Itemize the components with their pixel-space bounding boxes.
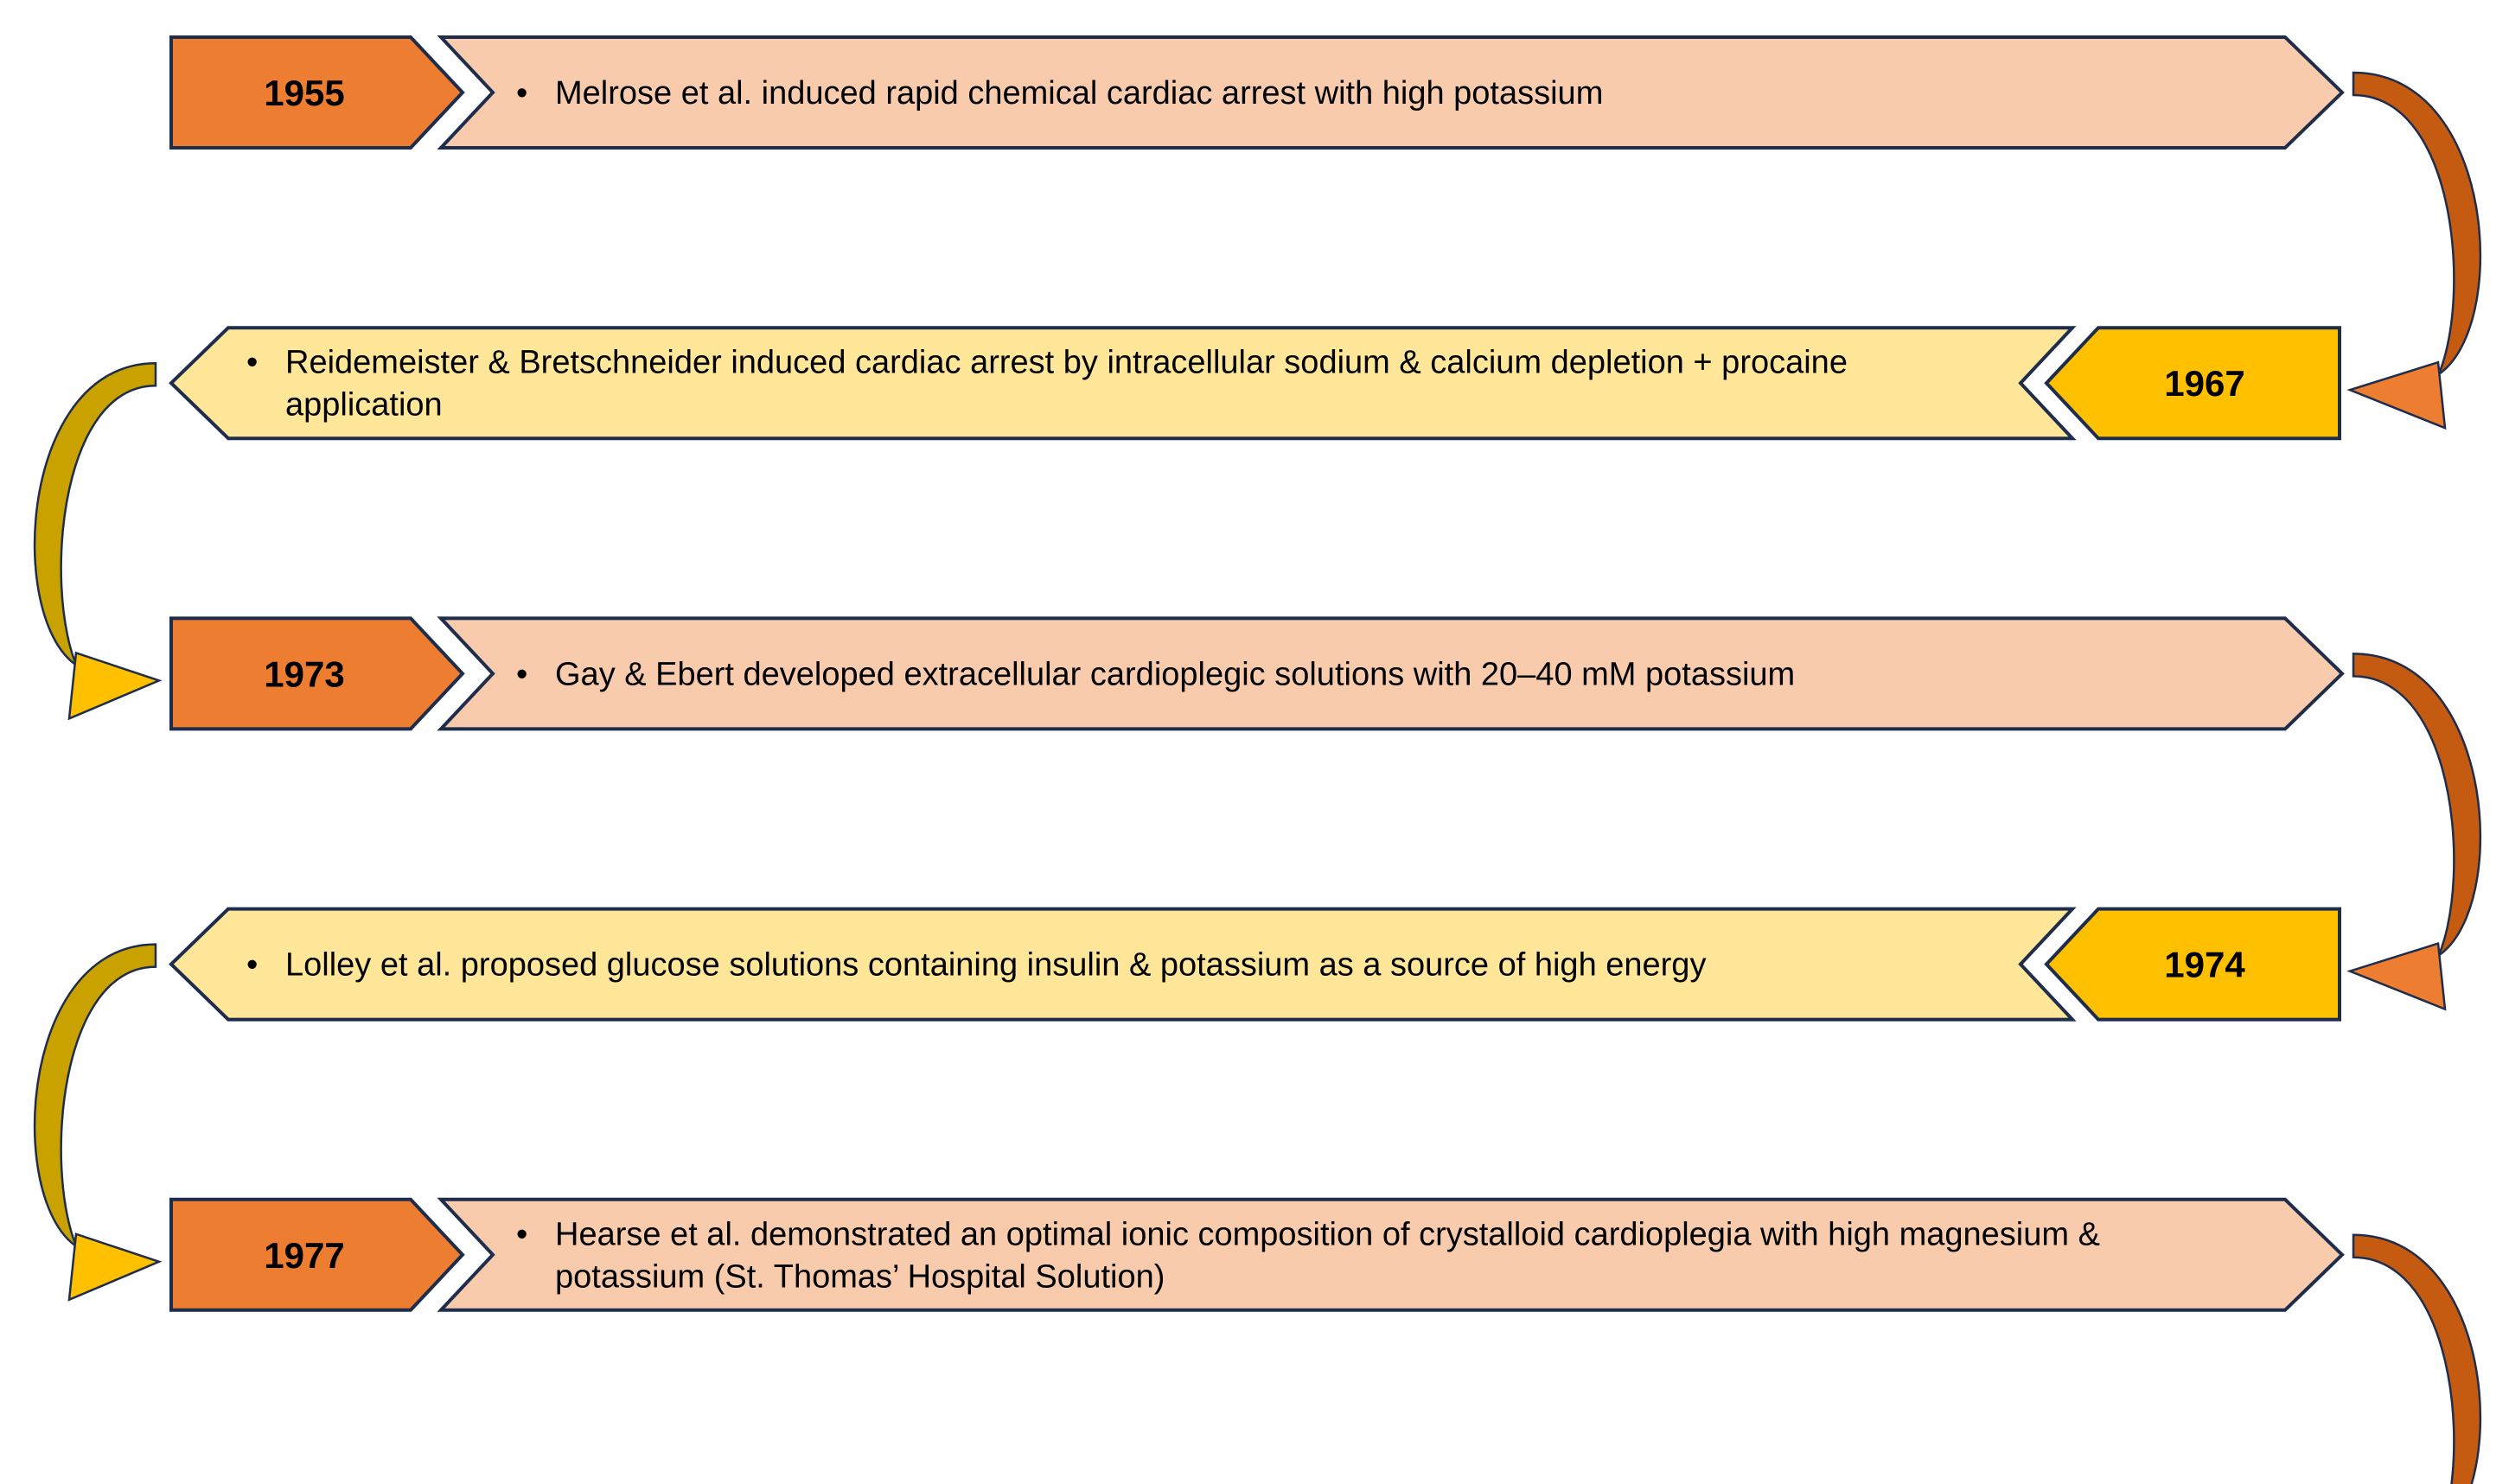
bullet-marker: • (246, 946, 259, 984)
timeline-event-1967-right (171, 328, 2340, 438)
year-label: 1974 (2164, 944, 2245, 985)
event-description-line: application (285, 386, 443, 424)
connector-arrow (35, 945, 159, 1300)
event-description-line: Reidemeister & Bretschneider induced cardiac arrest by intracellular sodium & calcium depletion + procaine (285, 344, 1848, 381)
connector-arrow-head (2350, 362, 2445, 428)
connector-arrow-body (2353, 653, 2480, 984)
connector-arrow-head (69, 653, 159, 718)
connector-arrow-body (2353, 1235, 2480, 1484)
connector-arrow-body (35, 363, 156, 693)
year-label: 1977 (264, 1234, 345, 1276)
event-description-line: Melrose et al. induced rapid chemical cardiac arrest with high potassium (555, 75, 1604, 111)
timeline-event-1955-left (171, 37, 2342, 148)
timeline-event-1977-left (171, 1200, 2342, 1310)
event-description-line: potassium (St. Thomas’ Hospital Solution) (555, 1258, 1165, 1296)
year-label: 1967 (2164, 363, 2245, 404)
year-label: 1955 (264, 73, 345, 113)
event-description-line: Gay & Ebert developed extracellular cardioplegic solutions with 20–40 mM potassium (555, 656, 1796, 693)
year-label: 1973 (264, 653, 345, 695)
connector-arrow-body (2353, 73, 2480, 403)
bullet-marker: • (516, 75, 528, 111)
event-description-line: Hearse et al. demonstrated an optimal ionic composition of crystalloid cardioplegia with high magnesium & (555, 1216, 2100, 1253)
connector-arrow (2350, 653, 2480, 1009)
event-description-line: Lolley et al. proposed glucose solutions containing insulin & potassium as a source of high energy (285, 946, 1707, 984)
bullet-marker: • (516, 1216, 528, 1253)
timeline-event-1973-left (171, 618, 2342, 729)
connector-arrow-head (2350, 944, 2445, 1010)
connector-arrow-body (35, 945, 156, 1275)
connector-arrow-head (69, 1234, 159, 1300)
bullet-marker: • (516, 656, 528, 693)
connector-arrow (2350, 1235, 2480, 1484)
timeline-event-1974-right (171, 909, 2340, 1020)
connector-arrow (2350, 73, 2480, 428)
bullet-marker: • (246, 344, 259, 381)
connector-arrow (35, 363, 159, 718)
